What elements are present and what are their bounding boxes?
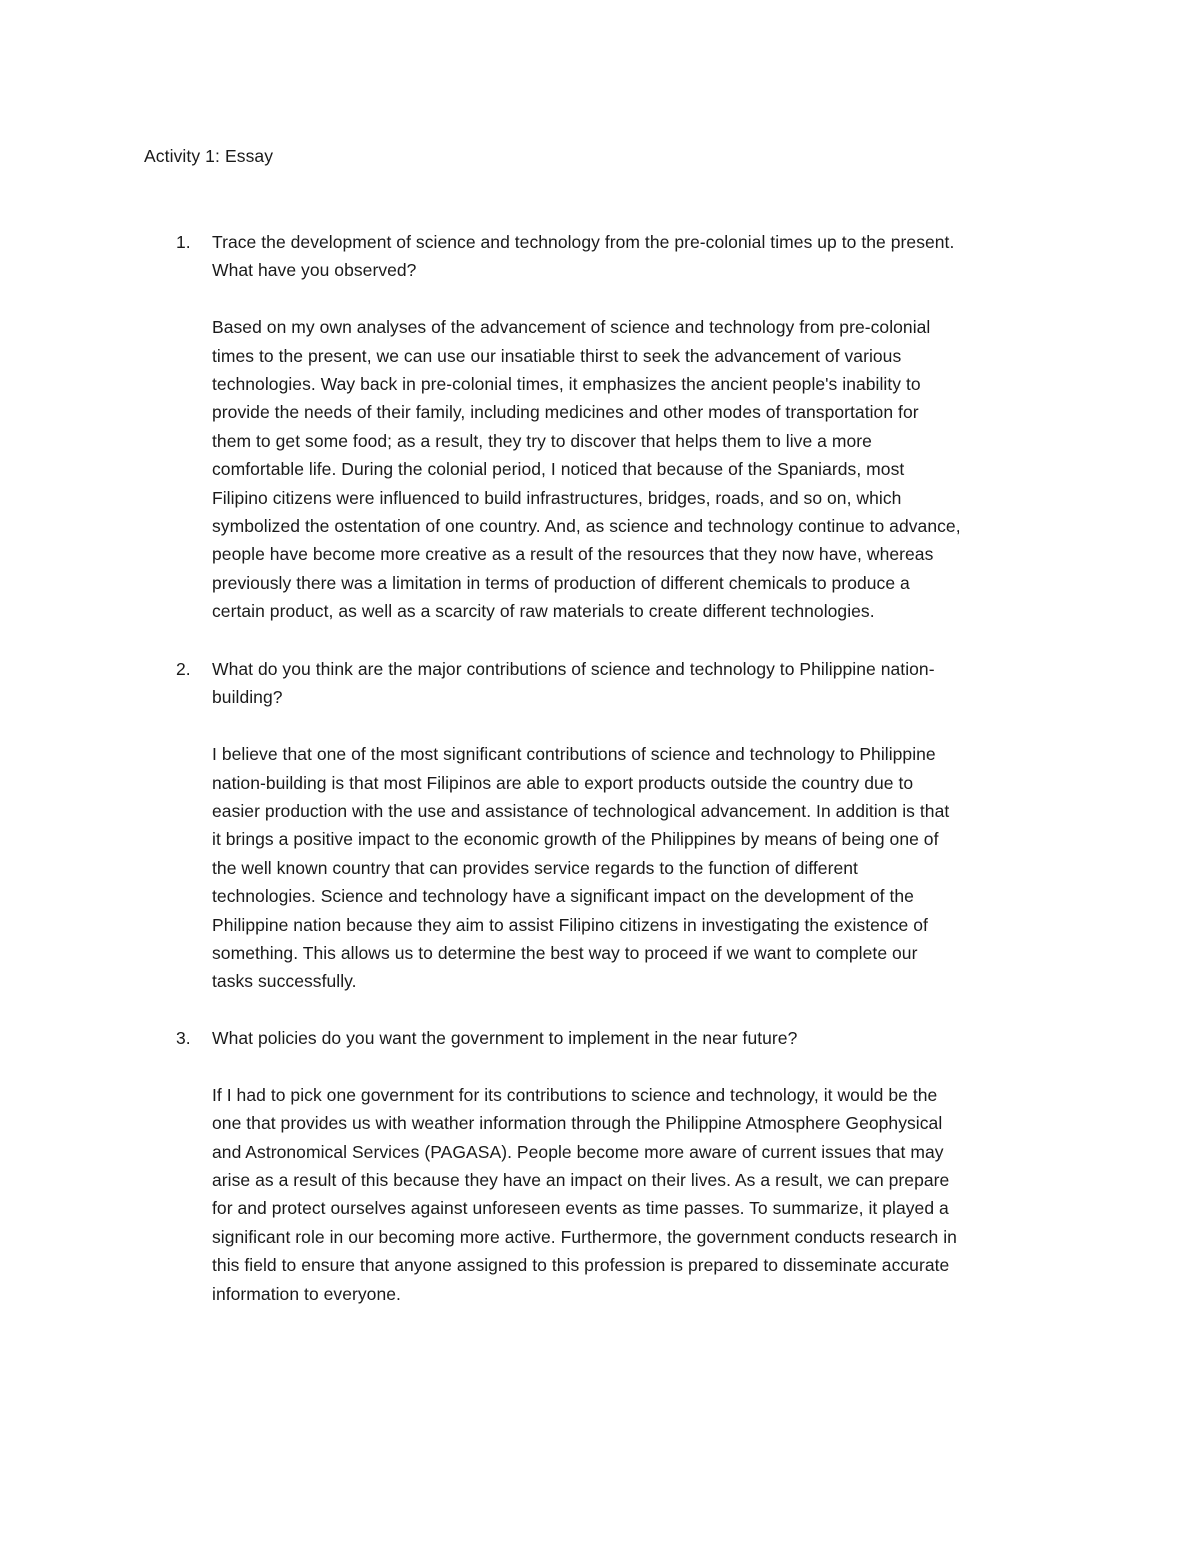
question-line: What do you think are the major contributions of science and technology to Philippine nation- — [212, 659, 935, 679]
answer-line: nation-building is that most Filipinos are able to export products outside the country due to — [212, 772, 914, 793]
answer-line: If I had to pick one government for its contributions to science and technology, it would be the — [212, 1084, 938, 1105]
answer-line: symbolized the ostentation of one country. And, as science and technology continue to advance, — [212, 516, 961, 536]
question-line: What have you observed? — [212, 260, 417, 281]
answer-line: one that provides us with weather information through the Philippine Atmosphere Geophysical — [212, 1113, 943, 1134]
answer-line: for and protect ourselves against unforeseen events as time passes. To summarize, it played a — [212, 1198, 949, 1219]
answer-line: certain product, as well as a scarcity of raw materials to create different technologies. — [212, 601, 875, 622]
answer-line: tasks successfully. — [212, 971, 357, 992]
answer-line: times to the present, we can use our insatiable thirst to seek the advancement of various — [212, 345, 902, 366]
answer-line: people have become more creative as a result of the resources that they now have, whereas — [212, 544, 934, 565]
answer-line: technologies. Science and technology have a significant impact on the development of the — [212, 886, 914, 907]
answer-line: it brings a positive impact to the economic growth of the Philippines by means of being one of — [212, 829, 939, 850]
answer-line: Based on my own analyses of the advancement of science and technology from pre-colonial — [212, 317, 931, 338]
answer-line: Filipino citizens were influenced to build infrastructures, bridges, roads, and so on, which — [212, 487, 902, 508]
question-line: Trace the development of science and technology from the pre-colonial times up to the present. — [212, 232, 955, 252]
answer-line: something. This allows us to determine the best way to proceed if we want to complete our — [212, 943, 918, 963]
page-title: Activity 1: Essay — [144, 146, 274, 166]
answer-line: and Astronomical Services (PAGASA). People become more aware of current issues that may — [212, 1141, 944, 1162]
answer-line: information to everyone. — [212, 1283, 401, 1304]
answer-line: them to get some food; as a result, they try to discover that helps them to live a more — [212, 430, 872, 451]
item-number: 3. — [176, 1028, 191, 1048]
question-line: building? — [212, 687, 283, 708]
answer-line: this field to ensure that anyone assigned to this profession is prepared to disseminate accurate — [212, 1255, 950, 1276]
answer-line: easier production with the use and assistance of technological advancement. In addition is that — [212, 801, 950, 821]
answer-line: the well known country that can provides service regards to the function of different — [212, 857, 858, 878]
answer-line: previously there was a limitation in terms of production of different chemicals to produce a — [212, 572, 910, 593]
answer-line: I believe that one of the most significant contributions of science and technology to Philippine — [212, 744, 936, 765]
answer-line: arise as a result of this because they have an impact on their lives. As a result, we can prepare — [212, 1170, 950, 1190]
answer-line: Philippine nation because they aim to assist Filipino citizens in investigating the existence of — [212, 914, 928, 935]
answer-line: comfortable life. During the colonial period, I noticed that because of the Spaniards, most — [212, 459, 905, 480]
item-number: 1. — [176, 232, 191, 252]
answer-line: significant role in our becoming more active. Furthermore, the government conducts research in — [212, 1226, 957, 1247]
answer-line: provide the needs of their family, including medicines and other modes of transportation for — [212, 402, 919, 423]
item-number: 2. — [176, 659, 191, 679]
answer-line: technologies. Way back in pre-colonial times, it emphasizes the ancient people's inability to — [212, 374, 921, 394]
question-line: What policies do you want the government to implement in the near future? — [212, 1028, 798, 1048]
